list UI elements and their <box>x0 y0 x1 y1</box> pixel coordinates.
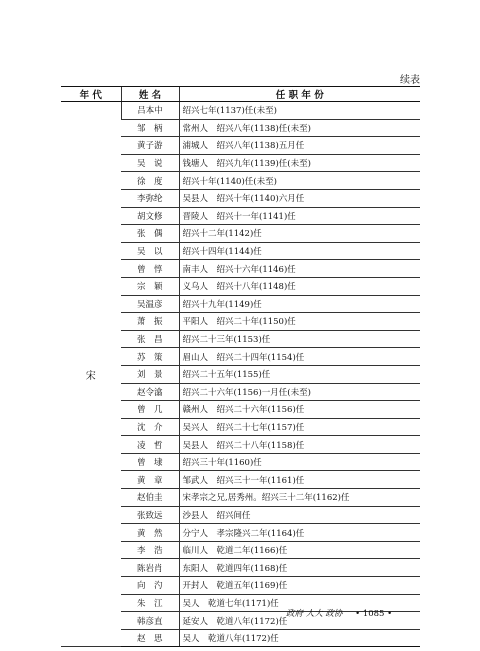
name-cell: 曾 几 <box>121 401 179 419</box>
officials-table <box>61 86 420 647</box>
name-cell: 朱 江 <box>121 594 179 612</box>
term-cell: 邹武人 绍兴三十一年(1161)任 <box>179 471 420 489</box>
era-cell: 宋 <box>61 102 121 647</box>
term-cell: 平阳人 绍兴二十年(1150)任 <box>179 313 420 331</box>
term-cell: 东阳人 乾道四年(1168)任 <box>179 559 420 577</box>
term-cell: 晋陵人 绍兴十一年(1141)任 <box>179 207 420 225</box>
name-cell: 李弥纶 <box>121 189 179 207</box>
name-cell: 向 汋 <box>121 577 179 595</box>
name-cell: 黄子游 <box>121 137 179 155</box>
term-cell: 绍兴十二年(1142)任 <box>179 225 420 243</box>
term-cell: 义乌人 绍兴十八年(1148)任 <box>179 277 420 295</box>
term-cell: 眉山人 绍兴二十四年(1154)任 <box>179 348 420 366</box>
name-cell: 沈 介 <box>121 418 179 436</box>
term-cell: 南丰人 绍兴十六年(1146)任 <box>179 260 420 278</box>
term-cell: 延安人 乾道八年(1172)任 <box>179 612 420 630</box>
term-cell: 常州人 绍兴八年(1138)任(未至) <box>179 119 420 137</box>
name-cell: 吴 以 <box>121 242 179 260</box>
term-cell: 沙县人 绍兴间任 <box>179 506 420 524</box>
term-cell: 绍兴二十三年(1153)任 <box>179 330 420 348</box>
name-cell: 吕本中 <box>121 102 179 120</box>
name-cell: 黄 然 <box>121 524 179 542</box>
footer-publication: 政府 人大 政协 <box>286 609 343 619</box>
name-cell: 张 昌 <box>121 330 179 348</box>
name-cell: 徐 度 <box>121 172 179 190</box>
table-row <box>61 102 420 120</box>
header-era: 年 代 <box>61 87 121 102</box>
term-cell: 吴兴人 绍兴二十七年(1157)任 <box>179 418 420 436</box>
name-cell: 吴温彦 <box>121 295 179 313</box>
table-header-row <box>61 87 420 102</box>
name-cell: 赵 思 <box>121 629 179 647</box>
term-cell: 绍兴十九年(1149)任 <box>179 295 420 313</box>
continued-label: 续表 <box>400 75 420 86</box>
name-cell: 张 偶 <box>121 225 179 243</box>
term-cell: 宋孝宗之兄,居秀州。绍兴三十二年(1162)任 <box>179 489 420 507</box>
name-cell: 曾 埭 <box>121 453 179 471</box>
name-cell: 苏 策 <box>121 348 179 366</box>
name-cell: 吴 说 <box>121 154 179 172</box>
name-cell: 邹 柄 <box>121 119 179 137</box>
name-cell: 赵伯圭 <box>121 489 179 507</box>
name-cell: 陈岩肖 <box>121 559 179 577</box>
name-cell: 黄 章 <box>121 471 179 489</box>
name-cell: 胡文修 <box>121 207 179 225</box>
page-footer <box>286 607 392 619</box>
term-cell: 临川人 乾道二年(1166)任 <box>179 541 420 559</box>
term-cell: 分宁人 孝宗隆兴二年(1164)任 <box>179 524 420 542</box>
name-cell: 刘 景 <box>121 365 179 383</box>
name-cell: 张致远 <box>121 506 179 524</box>
term-cell: 吴人 乾道七年(1171)任 <box>179 594 420 612</box>
name-cell: 萧 振 <box>121 313 179 331</box>
term-cell: 绍兴十四年(1144)任 <box>179 242 420 260</box>
name-cell: 韩彦直 <box>121 612 179 630</box>
name-cell: 凌 哲 <box>121 436 179 454</box>
term-cell: 绍兴十年(1140)任(未至) <box>179 172 420 190</box>
term-cell: 吴县人 绍兴十年(1140)六月任 <box>179 189 420 207</box>
name-cell: 李 浩 <box>121 541 179 559</box>
term-cell: 开封人 乾道五年(1169)任 <box>179 577 420 595</box>
page-number: • 1085 • <box>355 609 393 619</box>
term-cell: 吴县人 绍兴二十八年(1158)任 <box>179 436 420 454</box>
term-cell: 吴人 乾道八年(1172)任 <box>179 629 420 647</box>
term-cell: 绍兴三十年(1160)任 <box>179 453 420 471</box>
term-cell: 绍兴二十五年(1155)任 <box>179 365 420 383</box>
term-cell: 绍兴七年(1137)任(未至) <box>179 102 420 120</box>
term-cell: 钱塘人 绍兴九年(1139)任(未至) <box>179 154 420 172</box>
name-cell: 宗 颖 <box>121 277 179 295</box>
name-cell: 赵令潝 <box>121 383 179 401</box>
header-name: 姓 名 <box>121 87 179 102</box>
term-cell: 赣州人 绍兴二十六年(1156)任 <box>179 401 420 419</box>
term-cell: 浦城人 绍兴八年(1138)五月任 <box>179 137 420 155</box>
header-term: 任 职 年 份 <box>179 87 420 102</box>
name-cell: 曾 惇 <box>121 260 179 278</box>
term-cell: 绍兴二十六年(1156)一月任(未至) <box>179 383 420 401</box>
